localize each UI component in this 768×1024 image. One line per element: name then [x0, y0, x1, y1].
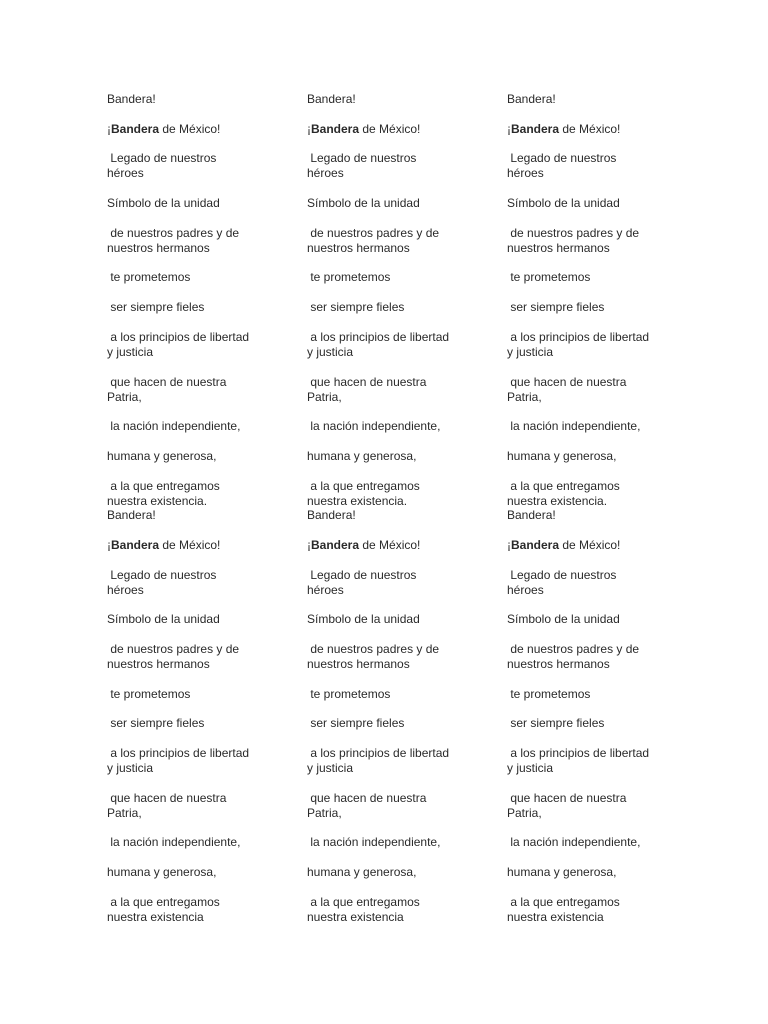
verse: a la que entregamos nuestra existencia: [107, 895, 220, 924]
verse: a la que entregamos nuestra existencia.: [307, 479, 420, 508]
verse: a la que entregamos nuestra existencia: [307, 895, 420, 924]
verse: humana y generosa,: [307, 449, 417, 463]
verse: de nuestros padres y de nuestros hermanos: [307, 642, 440, 671]
title-prefix: ¡: [507, 122, 511, 136]
title-bold-word: Bandera: [111, 122, 160, 136]
verse: Símbolo de la unidad: [107, 612, 220, 626]
verse: Símbolo de la unidad: [307, 612, 420, 626]
title-bold-word: Bandera: [311, 538, 360, 552]
title-suffix: de México!: [559, 538, 621, 552]
title-prefix: ¡: [107, 122, 111, 136]
title-prefix: ¡: [107, 538, 111, 552]
poem-column-3: [507, 0, 687, 1024]
title-bold-word: Bandera: [511, 538, 560, 552]
verse: ser siempre fieles: [107, 300, 205, 314]
verse: a los principios de libertad y justicia: [507, 746, 650, 775]
verse: a la que entregamos nuestra existencia.: [107, 479, 220, 508]
verse: Legado de nuestros héroes: [107, 151, 217, 180]
verse: Legado de nuestros héroes: [507, 151, 617, 180]
verse: ser siempre fieles: [507, 716, 605, 730]
verse: te prometemos: [107, 270, 191, 284]
stanza-intro: Bandera!: [507, 508, 556, 522]
verse: a los principios de libertad y justicia: [307, 330, 450, 359]
verse: te prometemos: [307, 270, 391, 284]
verse: de nuestros padres y de nuestros hermanos: [507, 226, 640, 255]
verse: la nación independiente,: [107, 835, 241, 849]
verse: humana y generosa,: [507, 865, 617, 879]
verse: Legado de nuestros héroes: [507, 568, 617, 597]
title-bold-word: Bandera: [511, 122, 560, 136]
verse: Símbolo de la unidad: [307, 196, 420, 210]
verse: te prometemos: [507, 687, 591, 701]
poem-column-2: [307, 0, 487, 1024]
verse: que hacen de nuestra Patria,: [307, 375, 427, 404]
title-suffix: de México!: [359, 122, 421, 136]
stanza-intro: Bandera!: [307, 508, 356, 522]
verse: a los principios de libertad y justicia: [107, 330, 250, 359]
verse: humana y generosa,: [307, 865, 417, 879]
verse: te prometemos: [107, 687, 191, 701]
verse: la nación independiente,: [507, 835, 641, 849]
verse: que hacen de nuestra Patria,: [107, 375, 227, 404]
verse: humana y generosa,: [107, 449, 217, 463]
stanza-title: [107, 538, 287, 553]
verse: ser siempre fieles: [307, 716, 405, 730]
verse: la nación independiente,: [507, 419, 641, 433]
verse: Símbolo de la unidad: [507, 196, 620, 210]
title-suffix: de México!: [359, 538, 421, 552]
verse: ser siempre fieles: [107, 716, 205, 730]
title-prefix: ¡: [307, 122, 311, 136]
verse: que hacen de nuestra Patria,: [507, 375, 627, 404]
title-prefix: ¡: [507, 538, 511, 552]
verse: que hacen de nuestra Patria,: [507, 791, 627, 820]
stanza-intro: Bandera!: [307, 92, 356, 106]
verse: Símbolo de la unidad: [507, 612, 620, 626]
verse: ser siempre fieles: [307, 300, 405, 314]
poem-column-1: [107, 0, 287, 1024]
verse: la nación independiente,: [307, 419, 441, 433]
title-suffix: de México!: [559, 122, 621, 136]
verse: de nuestros padres y de nuestros hermanos: [107, 226, 240, 255]
verse: Legado de nuestros héroes: [307, 151, 417, 180]
verse: humana y generosa,: [107, 865, 217, 879]
verse: a los principios de libertad y justicia: [107, 746, 250, 775]
title-prefix: ¡: [307, 538, 311, 552]
stanza-title: [307, 122, 487, 137]
verse: que hacen de nuestra Patria,: [107, 791, 227, 820]
verse: Símbolo de la unidad: [107, 196, 220, 210]
title-suffix: de México!: [159, 538, 221, 552]
verse: Legado de nuestros héroes: [107, 568, 217, 597]
stanza-intro: Bandera!: [107, 92, 156, 106]
stanza-intro: Bandera!: [107, 508, 156, 522]
stanza-title: [507, 538, 687, 553]
verse: ser siempre fieles: [507, 300, 605, 314]
verse: a la que entregamos nuestra existencia.: [507, 479, 620, 508]
verse: que hacen de nuestra Patria,: [307, 791, 427, 820]
verse: a la que entregamos nuestra existencia: [507, 895, 620, 924]
verse: a los principios de libertad y justicia: [307, 746, 450, 775]
title-suffix: de México!: [159, 122, 221, 136]
title-bold-word: Bandera: [111, 538, 160, 552]
verse: humana y generosa,: [507, 449, 617, 463]
verse: de nuestros padres y de nuestros hermanos: [507, 642, 640, 671]
verse: a los principios de libertad y justicia: [507, 330, 650, 359]
stanza-title: [507, 122, 687, 137]
verse: de nuestros padres y de nuestros hermanos: [307, 226, 440, 255]
stanza-title: [307, 538, 487, 553]
verse: te prometemos: [507, 270, 591, 284]
verse: la nación independiente,: [107, 419, 241, 433]
stanza-intro: Bandera!: [507, 92, 556, 106]
verse: Legado de nuestros héroes: [307, 568, 417, 597]
verse: te prometemos: [307, 687, 391, 701]
verse: de nuestros padres y de nuestros hermanos: [107, 642, 240, 671]
stanza-title: [107, 122, 287, 137]
title-bold-word: Bandera: [311, 122, 360, 136]
verse: la nación independiente,: [307, 835, 441, 849]
